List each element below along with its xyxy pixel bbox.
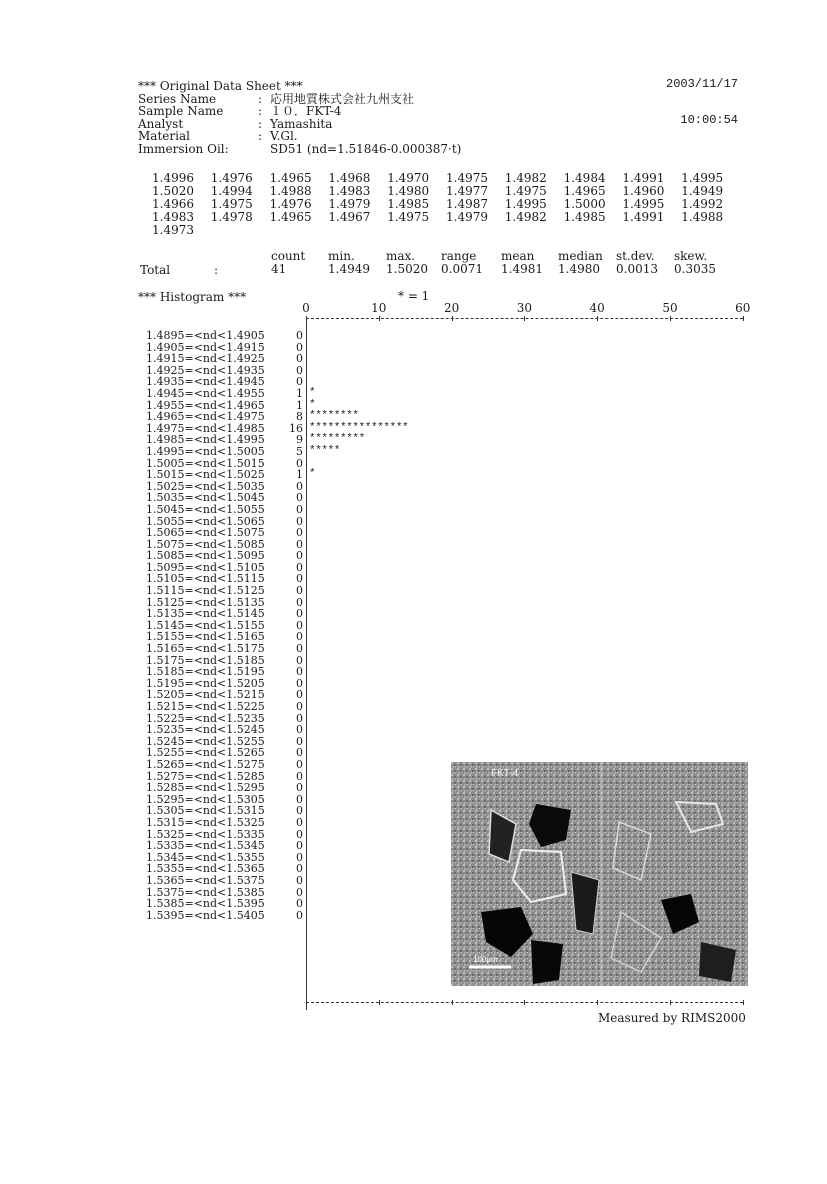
bin-count: 0 [296, 908, 303, 922]
header-field-row [138, 143, 461, 156]
bin-range-label: 1.5235=<nd<1.5245 [146, 723, 265, 737]
axis-tick [524, 1000, 525, 1005]
value-cell: 1.4994 [210, 184, 253, 198]
bin-count: 0 [296, 595, 303, 609]
bin-range-label: 1.4925=<nd<1.4935 [146, 363, 265, 377]
bin-range-label: 1.5375=<nd<1.5385 [146, 885, 265, 899]
bin-count: 0 [296, 653, 303, 667]
bin-range-label: 1.5025=<nd<1.5035 [146, 479, 265, 493]
axis-tick [524, 316, 525, 321]
bin-count: 0 [296, 630, 303, 644]
value-cell: 1.4982 [504, 171, 547, 185]
histogram-title: *** Histogram *** [138, 290, 247, 304]
bin-range-label: 1.5395=<nd<1.5405 [146, 908, 265, 922]
value-cell: 1.4979 [446, 210, 488, 224]
bin-range-label: 1.5175=<nd<1.5185 [146, 653, 265, 667]
axis-tick-label: 20 [443, 301, 460, 315]
bin-count: 0 [296, 688, 303, 702]
value-cell: 1.4983 [328, 184, 371, 198]
bin-range-label: 1.5145=<nd<1.5155 [146, 618, 265, 632]
bin-range-label: 1.5205=<nd<1.5215 [146, 688, 265, 702]
value-cell: 1.4960 [622, 184, 665, 198]
value-cell: 1.4985 [563, 210, 606, 224]
value-cell: 1.4973 [152, 223, 194, 237]
bin-range-label: 1.5085=<nd<1.5095 [146, 549, 265, 563]
bin-range-label: 1.5185=<nd<1.5195 [146, 665, 265, 679]
header-field-sep: : [258, 129, 263, 143]
axis-tick [452, 316, 453, 321]
bin-bar: * [309, 468, 316, 481]
value-cell: 1.4970 [387, 171, 430, 185]
axis-tick [379, 1000, 380, 1005]
value-cell: 1.4975 [210, 197, 253, 211]
header-field-sep: : [258, 104, 263, 118]
bin-count: 0 [296, 734, 303, 748]
bin-range-label: 1.5305=<nd<1.5315 [146, 804, 265, 818]
bin-range-label: 1.5155=<nd<1.5165 [146, 630, 265, 644]
stats-header: range [441, 249, 477, 263]
axis-tick [670, 1000, 671, 1005]
axis-tick-label: 10 [371, 301, 387, 315]
bin-range-label: 1.4965=<nd<1.4975 [146, 410, 265, 424]
value-cell: 1.4966 [152, 197, 194, 211]
value-cell: 1.4980 [387, 184, 430, 198]
bin-range-label: 1.5005=<nd<1.5015 [146, 456, 265, 470]
bin-count: 0 [296, 700, 303, 713]
bin-count: 0 [296, 642, 303, 656]
bin-count: 5 [296, 444, 303, 458]
bin-count: 8 [296, 410, 303, 424]
bin-count: 0 [296, 746, 303, 760]
header-field-label: Series Name [138, 91, 217, 106]
stats-row-label: Total [140, 263, 171, 277]
bin-range-label: 1.5225=<nd<1.5235 [146, 711, 265, 725]
sheet-header [138, 80, 461, 155]
bin-range-label: 1.4915=<nd<1.4925 [146, 352, 265, 366]
stats-header: skew. [674, 249, 708, 263]
value-cell: 1.4995 [622, 197, 665, 211]
bin-range-label: 1.4935=<nd<1.4945 [146, 375, 265, 389]
axis-tick [379, 316, 380, 321]
bin-range-label: 1.5385=<nd<1.5395 [146, 897, 265, 911]
bin-count: 0 [296, 723, 303, 737]
bin-count: 1 [296, 398, 303, 412]
header-field-value: 応用地質株式会社九州支社 [270, 91, 415, 106]
value-cell: 1.4991 [622, 171, 665, 185]
bin-range-label: 1.5245=<nd<1.5255 [146, 734, 265, 748]
value-cell: 1.4995 [504, 197, 547, 211]
bin-count: 0 [296, 862, 303, 876]
value-cell: 1.4982 [504, 210, 547, 224]
bin-bar: * [309, 386, 316, 399]
bin-count: 0 [296, 363, 303, 377]
bin-count: 0 [296, 607, 303, 621]
value-cell: 1.4975 [504, 184, 547, 198]
bin-count: 0 [296, 375, 303, 389]
stats-value: 0.0071 [441, 262, 483, 276]
bin-count: 0 [296, 781, 303, 795]
bin-range-label: 1.5325=<nd<1.5335 [146, 827, 265, 841]
bin-count: 0 [296, 584, 303, 598]
stats-value: 0.0013 [616, 262, 658, 276]
bin-count: 0 [296, 804, 303, 818]
header-field-sep [258, 143, 270, 156]
bin-range-label: 1.5055=<nd<1.5065 [146, 514, 265, 528]
bin-count: 0 [296, 526, 303, 540]
bin-count: 0 [296, 885, 303, 899]
axis-tick-label: 40 [589, 301, 605, 315]
bin-count: 0 [296, 665, 303, 679]
value-cell: 1.4977 [446, 184, 488, 198]
stats-value: 1.4981 [501, 262, 543, 276]
axis-tick-label: 30 [516, 301, 533, 315]
bin-range-label: 1.5075=<nd<1.5085 [146, 537, 265, 551]
axis-tick [452, 1000, 453, 1005]
bin-count: 1 [296, 468, 303, 482]
axis-tick [597, 316, 598, 321]
histogram-scale-label: * = 1 [398, 289, 430, 303]
bin-range-label: 1.4955=<nd<1.4965 [146, 398, 265, 412]
bin-range-label: 1.5015=<nd<1.5025 [146, 468, 265, 482]
scale-bar-label: 100μm [473, 955, 498, 964]
bin-count: 0 [296, 352, 303, 366]
value-cell: 1.4949 [681, 184, 724, 198]
header-field-value: Yamashita [270, 116, 333, 131]
bin-count: 0 [296, 549, 303, 563]
bin-bar: **************** [309, 421, 409, 434]
bin-range-label: 1.5195=<nd<1.5205 [146, 676, 265, 690]
print-time: 10:00:54 [680, 113, 738, 127]
value-cell: 1.4976 [269, 197, 312, 211]
bin-range-label: 1.5135=<nd<1.5145 [146, 607, 265, 621]
header-field-sep: : [258, 91, 263, 106]
bin-count: 0 [296, 340, 303, 354]
bin-range-label: 1.5255=<nd<1.5265 [146, 746, 265, 760]
header-field-label: Sample Name [138, 104, 224, 118]
bin-range-label: 1.5105=<nd<1.5115 [146, 572, 265, 586]
bin-range-label: 1.5215=<nd<1.5225 [146, 700, 265, 713]
bin-count: 0 [296, 850, 303, 864]
header-fields [138, 93, 461, 156]
bin-range-label: 1.5045=<nd<1.5055 [146, 502, 265, 516]
header-field-row [138, 130, 461, 143]
bin-range-label: 1.5345=<nd<1.5355 [146, 850, 265, 864]
bin-range-label: 1.5285=<nd<1.5295 [146, 781, 265, 795]
bin-count: 0 [296, 502, 303, 516]
summary-statistics [140, 250, 740, 280]
value-cell: 1.4978 [210, 210, 253, 224]
value-cell: 1.4987 [446, 197, 488, 211]
value-cell: 1.4985 [387, 197, 430, 211]
bin-bar: * [309, 398, 316, 411]
value-cell: 1.4995 [681, 171, 724, 185]
bin-count: 16 [289, 421, 303, 435]
bin-range-label: 1.5295=<nd<1.5305 [146, 792, 265, 806]
bin-count: 0 [296, 873, 303, 887]
header-field-value: １０．FKT-4 [270, 104, 342, 118]
bin-range-label: 1.4905=<nd<1.4915 [146, 340, 265, 354]
bin-count: 0 [296, 757, 303, 771]
bin-count: 0 [296, 618, 303, 632]
bin-count: 0 [296, 456, 303, 470]
axis-tick [670, 316, 671, 321]
stats-header: min. [328, 249, 355, 263]
header-field-row [138, 105, 461, 118]
bin-count: 0 [296, 897, 303, 911]
bin-count: 0 [296, 827, 303, 841]
value-cell: 1.4988 [681, 210, 724, 224]
bin-count: 9 [296, 433, 303, 447]
bin-count: 0 [296, 711, 303, 725]
bin-count: 1 [296, 386, 303, 400]
stats-header: max. [386, 249, 416, 263]
micrograph-image [451, 762, 748, 986]
stats-header: st.dev. [616, 249, 655, 263]
header-field-label: Immersion Oil: [138, 141, 229, 156]
header-field-value: SD51 (nd=1.51846-0.000387·t) [270, 141, 462, 156]
bin-range-label: 1.5165=<nd<1.5175 [146, 642, 265, 656]
bin-range-label: 1.5315=<nd<1.5325 [146, 815, 265, 829]
stats-header: mean [501, 249, 535, 263]
bin-range-label: 1.4995=<nd<1.5005 [146, 444, 265, 458]
bin-range-label: 1.5265=<nd<1.5275 [146, 757, 265, 771]
stats-value: 1.4949 [328, 262, 370, 276]
footer-note: Measured by RIMS2000 [598, 1011, 746, 1025]
bin-bar: ********* [309, 433, 365, 446]
axis-tick-label: 60 [735, 301, 751, 315]
bin-count: 0 [296, 560, 303, 574]
glass-shard-micrograph [451, 762, 748, 986]
timestamp [666, 54, 738, 138]
bin-range-label: 1.4985=<nd<1.4995 [146, 433, 265, 447]
bin-count: 0 [296, 676, 303, 690]
stats-value: 1.4980 [558, 262, 600, 276]
stats-header: count [271, 249, 306, 263]
value-cell: 1.4975 [387, 210, 430, 224]
stats-header: median [558, 249, 603, 263]
print-date: 2003/11/17 [666, 77, 739, 91]
axis-tick [743, 1000, 744, 1005]
value-cell: 1.4996 [152, 171, 194, 185]
value-cell: 1.4975 [446, 171, 488, 185]
bin-range-label: 1.5125=<nd<1.5135 [146, 595, 265, 609]
bin-range-label: 1.5065=<nd<1.5075 [146, 526, 265, 540]
bin-range-label: 1.5355=<nd<1.5365 [146, 862, 265, 876]
stats-value: 0.3035 [674, 262, 716, 276]
bin-range-label: 1.4945=<nd<1.4955 [146, 386, 265, 400]
bin-range-label: 1.5115=<nd<1.5125 [146, 584, 265, 598]
header-field-value: V.Gl. [270, 129, 298, 143]
value-cell: 1.4976 [210, 171, 253, 185]
sheet-title: *** Original Data Sheet *** [138, 79, 303, 93]
stats-value: 41 [271, 262, 287, 276]
bin-count: 0 [296, 479, 303, 493]
axis-tick [743, 316, 744, 321]
header-field-sep: : [258, 116, 263, 131]
bin-count: 0 [296, 815, 303, 829]
value-cell: 1.4984 [563, 171, 606, 185]
value-cell: 1.4968 [328, 171, 371, 185]
micrograph-label: FKT-4 [491, 768, 519, 779]
value-cell: 1.5020 [152, 184, 194, 198]
value-cell: 1.4965 [269, 171, 312, 185]
header-field-label: Analyst [138, 116, 184, 131]
axis-tick [597, 1000, 598, 1005]
bin-count: 0 [296, 792, 303, 806]
bin-count: 0 [296, 329, 303, 342]
bin-count: 0 [296, 769, 303, 783]
bin-bar: ***** [309, 444, 341, 457]
bin-range-label: 1.5095=<nd<1.5105 [146, 560, 265, 574]
bin-count: 0 [296, 514, 303, 528]
axis-tick-label: 0 [302, 301, 310, 315]
bin-range-label: 1.5335=<nd<1.5345 [146, 839, 265, 853]
value-cell: 1.4967 [328, 210, 371, 224]
stats-row-sep: : [214, 263, 219, 277]
value-cell: 1.4988 [269, 184, 312, 198]
bin-range-label: 1.5275=<nd<1.5285 [146, 769, 265, 783]
value-cell: 1.4991 [622, 210, 665, 224]
value-cell: 1.4979 [328, 197, 371, 211]
value-cell: 1.5000 [563, 197, 606, 211]
stats-value: 1.5020 [386, 262, 428, 276]
axis-tick-label: 50 [662, 301, 678, 315]
value-cell: 1.4983 [152, 210, 194, 224]
bin-range-label: 1.4895=<nd<1.4905 [146, 329, 265, 342]
bin-count: 0 [296, 491, 303, 505]
value-cell: 1.4965 [269, 210, 312, 224]
bin-range-label: 1.5365=<nd<1.5375 [146, 873, 265, 887]
bin-range-label: 1.5035=<nd<1.5045 [146, 491, 265, 505]
bin-range-label: 1.4975=<nd<1.4985 [146, 421, 265, 435]
histogram-vertical-axis [306, 320, 307, 1010]
bin-count: 0 [296, 839, 303, 853]
value-cell: 1.4992 [681, 197, 724, 211]
value-cell: 1.4965 [563, 184, 606, 198]
header-field-label: Material [138, 129, 190, 143]
bin-bar: ******** [309, 410, 359, 423]
bin-count: 0 [296, 572, 303, 586]
bin-count: 0 [296, 537, 303, 551]
